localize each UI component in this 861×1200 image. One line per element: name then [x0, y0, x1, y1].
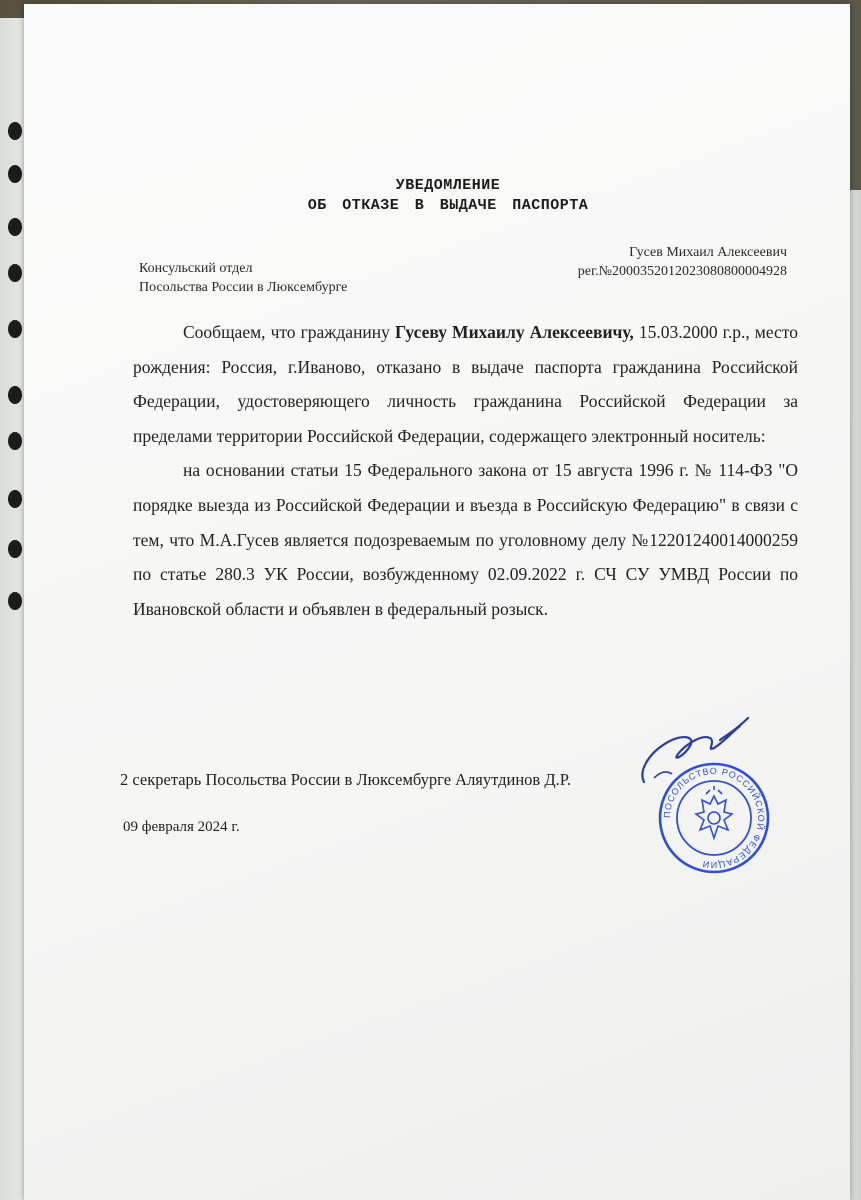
- punch-hole: [8, 320, 22, 338]
- recipient-block: [525, 243, 787, 281]
- document-title: [238, 176, 658, 216]
- paragraph-1: [133, 315, 798, 453]
- punch-hole: [8, 218, 22, 236]
- registration-number: рег.№2000352012023080800004928: [577, 264, 787, 279]
- punch-hole: [8, 122, 22, 140]
- punch-hole: [8, 264, 22, 282]
- punch-hole: [8, 165, 22, 183]
- punch-hole: [8, 490, 22, 508]
- document-date: 09 февраля 2024 г.: [123, 819, 240, 835]
- recipient-name: Гусев Михаил Алексеевич: [629, 245, 787, 260]
- official-stamp: [656, 760, 772, 876]
- sender-line-1: Консульский отдел: [139, 261, 253, 276]
- sender-block: [139, 259, 347, 297]
- sender-line-2: Посольства России в Люксембурге: [139, 280, 348, 295]
- document-body: [133, 315, 798, 626]
- punch-hole: [8, 540, 22, 558]
- recipient-name-bold: Гусеву Михаилу Алексеевичу,: [394, 322, 634, 342]
- punch-hole: [8, 592, 22, 610]
- paragraph-1-lead: Сообщаем, что гражданину: [183, 322, 395, 342]
- signatory-line: 2 секретарь Посольства России в Люксембурге Аляутдинов Д.Р.: [120, 770, 571, 789]
- punch-hole: [8, 432, 22, 450]
- coat-of-arms-icon: [696, 786, 732, 838]
- stamp-ring-text: ПОСОЛЬСТВО РОССИЙСКОЙ ФЕДЕРАЦИИ: [661, 765, 767, 871]
- title-line-2: ОБ ОТКАЗЕ В ВЫДАЧЕ ПАСПОРТА: [307, 197, 589, 214]
- title-line-1: УВЕДОМЛЕНИЕ: [395, 177, 501, 194]
- punch-hole: [8, 386, 22, 404]
- paragraph-1-rest: 15.03.2000 г.р., место рождения: Россия, г.Иваново, отказано в выдаче паспорта гражданина Российской Федерации, удостоверяющего личность гражданина Российской Федерации за пределами территории Российской Федерации, содержащего электронный носитель:: [133, 322, 798, 446]
- paragraph-2: на основании статьи 15 Федерального закона от 15 августа 1996 г. № 114-ФЗ "О порядке выезда из Российской Федерации и въезда в Российскую Федерацию" в связи с тем, что М.А.Гусев является подозреваемым по уголовному делу №12201240014000259 по статье 280.3 УК России, возбужденному 02.09.2022 г. СЧ СУ УМВД России по Ивановской области и объявлен в федеральный розыск.: [133, 460, 798, 619]
